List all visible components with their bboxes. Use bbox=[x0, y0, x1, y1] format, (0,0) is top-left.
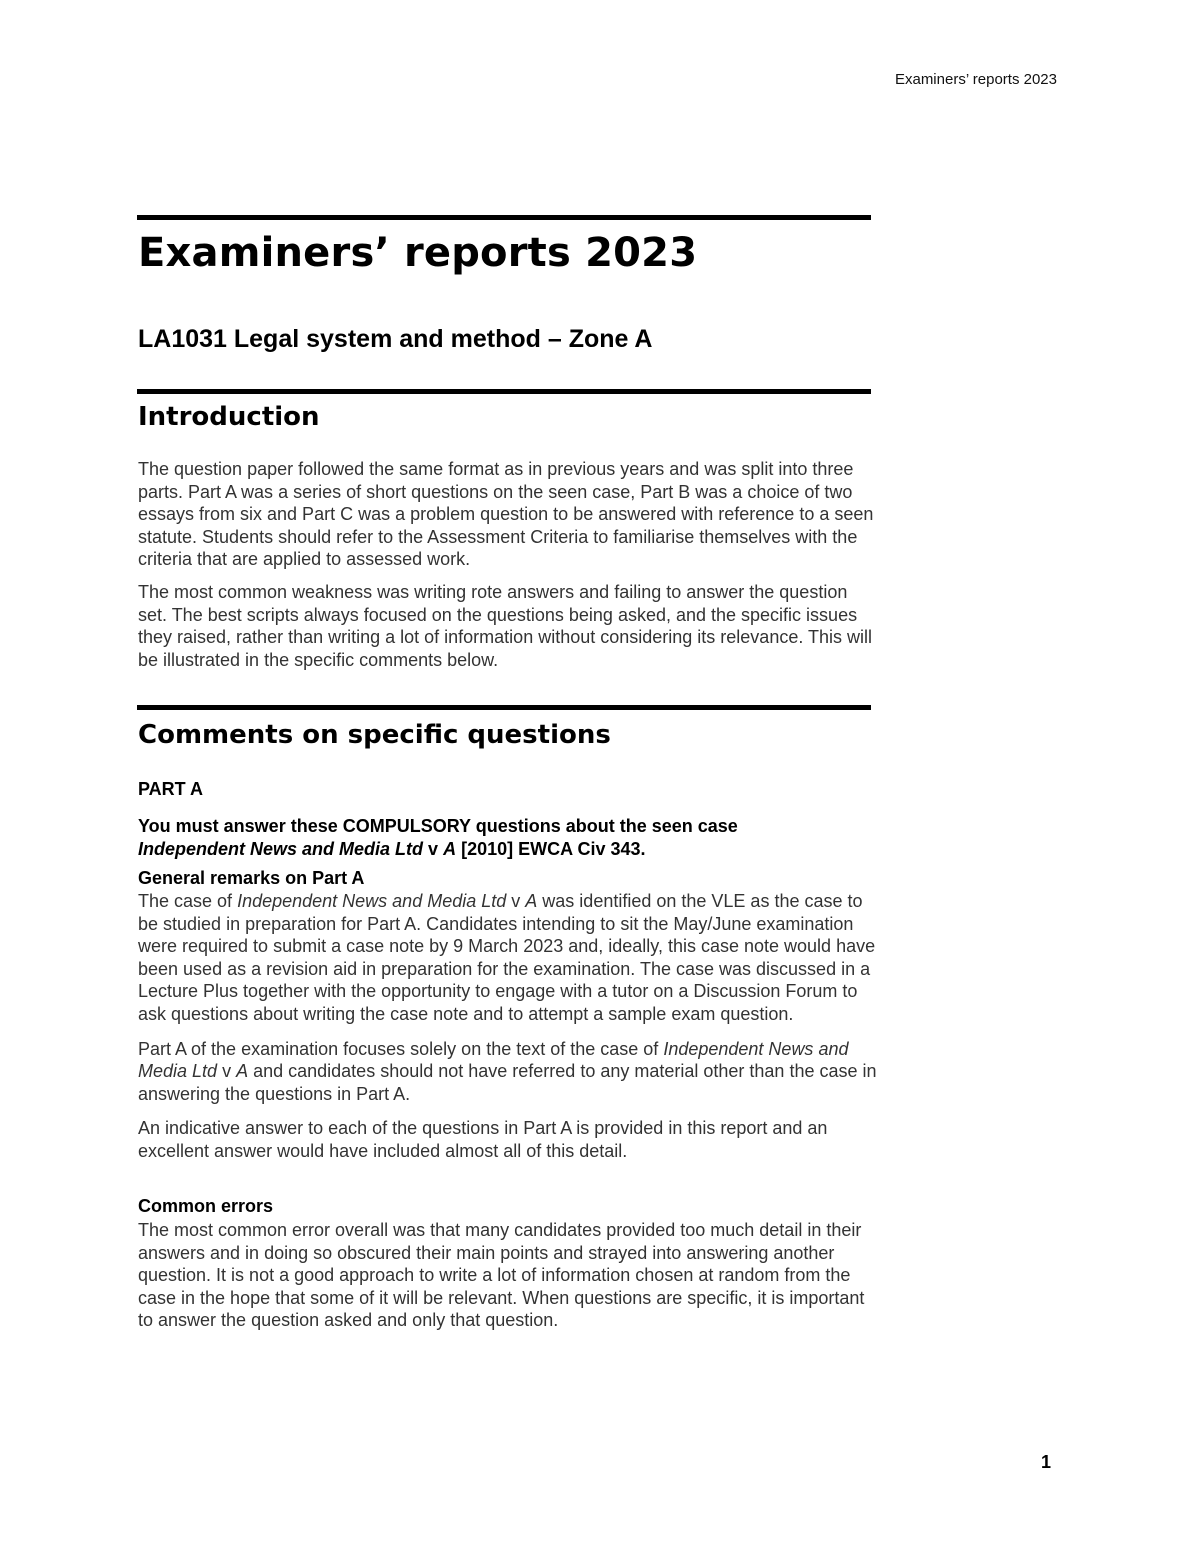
comments-heading: Comments on specific questions bbox=[138, 720, 611, 750]
general-remarks-paragraph: Part A of the examination focuses solely on the text of the case of Independent News and Media Ltd v A and candidates should not have referred to any material other than the case in answering the questions in Part A. bbox=[138, 1038, 877, 1104]
page-title: Examiners’ reports 2023 bbox=[138, 230, 698, 276]
part-a-label: PART A bbox=[138, 779, 203, 799]
general-remarks-body bbox=[138, 890, 878, 1163]
introduction-paragraph: The question paper followed the same format as in previous years and was split into three parts. Part A was a series of short questions on the seen case, Part B was a choice of two essays from six and Part C was a problem question to be answered with reference to a seen statute. Students should refer to the Assessment Criteria to familiarise themselves with the criteria that are applied to assessed work. bbox=[138, 459, 874, 570]
title-top-rule bbox=[137, 215, 871, 220]
general-remarks-paragraph: An indicative answer to each of the questions in Part A is provided in this report and an excellent answer would have included almost all of this detail. bbox=[138, 1118, 828, 1161]
page-number: 1 bbox=[1040, 1452, 1051, 1472]
introduction-heading: Introduction bbox=[138, 402, 320, 432]
instruction-party: A bbox=[443, 838, 457, 859]
general-remarks-heading: General remarks on Part A bbox=[138, 868, 365, 888]
common-errors-heading: Common errors bbox=[138, 1196, 274, 1216]
course-subtitle: LA1031 Legal system and method – Zone A bbox=[138, 325, 653, 353]
introduction-body bbox=[138, 458, 878, 671]
introduction-rule bbox=[137, 389, 871, 394]
comments-rule bbox=[137, 705, 871, 710]
running-header: Examiners’ reports 2023 bbox=[894, 71, 1057, 88]
instruction-case-name: Independent News and Media Ltd bbox=[138, 838, 424, 859]
common-errors-body bbox=[138, 1219, 878, 1332]
instruction-lead: You must answer these COMPULSORY questions about the seen case bbox=[138, 816, 738, 836]
introduction-paragraph: The most common weakness was writing rote answers and failing to answer the question set. The best scripts always focused on the questions being asked, and the specific issues they raised, rather than writing a lot of information without considering its relevance. This will be illustrated in the specific comments below. bbox=[138, 581, 873, 670]
instruction-v: v bbox=[428, 838, 439, 859]
common-errors-paragraph: The most common error overall was that many candidates provided too much detail in their answers and in doing so obscured their main points and strayed into answering another question. It is not a good approach to write a lot of information chosen at random from the case in the hope that some of it will be relevant. When questions are specific, it is important to answer the question asked and only that question. bbox=[138, 1220, 865, 1331]
part-a-instruction bbox=[138, 815, 878, 860]
instruction-citation: [2010] EWCA Civ 343. bbox=[461, 838, 646, 859]
general-remarks-paragraph: The case of Independent News and Media Ltd v A was identified on the VLE as the case to be studied in preparation for Part A. Candidates intending to sit the May/June examination were required to submit a case note by 9 March 2023 and, ideally, this case note would have been used as a revision aid in preparation for the examination. The case was discussed in a Lecture Plus together with the opportunity to engage with a tutor on a Discussion Forum to ask questions about writing the case note and to attempt a sample exam question. bbox=[138, 891, 876, 1024]
